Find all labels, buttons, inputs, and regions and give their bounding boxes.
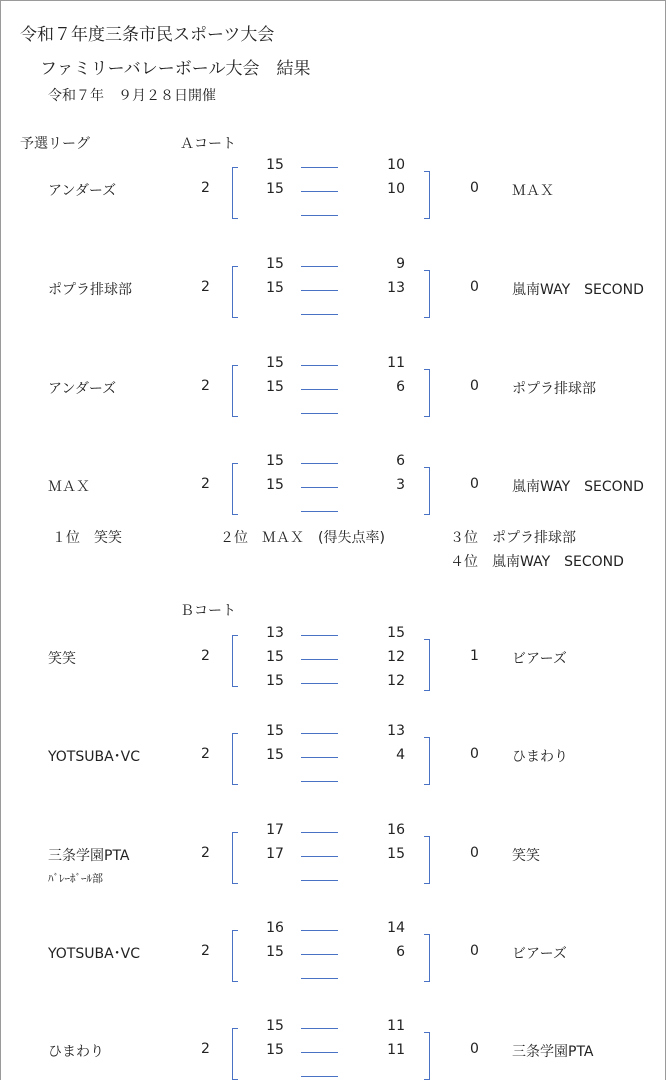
right-game-score: 15: [387, 846, 405, 862]
right-bracket: [424, 737, 430, 785]
right-sets-won: 0: [470, 845, 479, 861]
left-team-name: YOTSUBA･VC: [48, 749, 141, 765]
score-dash: [301, 856, 338, 857]
left-team-name: 笑笑: [48, 651, 76, 667]
right-bracket: [424, 639, 430, 691]
left-game-score: 15: [266, 477, 284, 493]
rank-third: ３位 ポプラ排球部: [450, 530, 576, 546]
right-team-name: 笑笑: [512, 848, 540, 864]
right-team-name: 嵐南WAY SECOND: [512, 479, 644, 495]
left-bracket: [232, 167, 238, 219]
right-team-name: 嵐南WAY SECOND: [512, 282, 644, 298]
right-game-score: 3: [396, 477, 405, 493]
left-game-score: 16: [266, 920, 284, 936]
left-bracket: [232, 365, 238, 417]
right-bracket: [424, 467, 430, 515]
left-bracket: [232, 463, 238, 515]
right-bracket: [424, 1032, 430, 1080]
left-bracket: [232, 733, 238, 785]
right-game-score: 13: [387, 723, 405, 739]
right-game-score: 10: [387, 157, 405, 173]
score-dash: [301, 880, 338, 881]
left-game-score: 15: [266, 673, 284, 689]
right-game-score: 6: [396, 944, 405, 960]
left-game-score: 15: [266, 723, 284, 739]
right-team-name: ひまわり: [512, 749, 568, 765]
left-game-score: 15: [266, 355, 284, 371]
right-bracket: [424, 270, 430, 318]
left-bracket: [232, 930, 238, 982]
left-sets-won: 2: [201, 378, 210, 394]
right-sets-won: 0: [470, 1041, 479, 1057]
right-game-score: 12: [387, 673, 405, 689]
left-sets-won: 2: [201, 943, 210, 959]
right-team-name: ＭＡＸ: [512, 183, 554, 199]
score-dash: [301, 683, 338, 684]
score-dash: [301, 978, 338, 979]
score-dash: [301, 1076, 338, 1077]
left-team-name: ポプラ排球部: [48, 282, 132, 298]
right-sets-won: 0: [470, 943, 479, 959]
left-game-score: 17: [266, 846, 284, 862]
court-a-label: Ａコート: [180, 136, 236, 152]
right-bracket: [424, 836, 430, 884]
right-team-name: 三条学園PTA: [512, 1044, 594, 1060]
right-sets-won: 0: [470, 746, 479, 762]
right-team-name: ポプラ排球部: [512, 381, 596, 397]
rank-first: １位 笑笑: [52, 530, 122, 546]
right-game-score: 12: [387, 649, 405, 665]
score-dash: [301, 413, 338, 414]
left-team-name: ＭＡＸ: [48, 479, 90, 495]
score-dash: [301, 781, 338, 782]
rank-second: ２位 ＭＡＸ (得失点率): [220, 530, 385, 546]
right-game-score: 10: [387, 181, 405, 197]
left-sets-won: 2: [201, 180, 210, 196]
right-game-score: 16: [387, 822, 405, 838]
score-dash: [301, 511, 338, 512]
left-game-score: 15: [266, 157, 284, 173]
left-game-score: 15: [266, 1018, 284, 1034]
score-dash: [301, 954, 338, 955]
score-dash: [301, 757, 338, 758]
right-sets-won: 1: [470, 648, 479, 664]
score-dash: [301, 167, 338, 168]
left-sets-won: 2: [201, 746, 210, 762]
score-dash: [301, 266, 338, 267]
score-dash: [301, 659, 338, 660]
left-game-score: 17: [266, 822, 284, 838]
left-team-name: ひまわり: [48, 1044, 104, 1060]
left-sets-won: 2: [201, 648, 210, 664]
right-game-score: 4: [396, 747, 405, 763]
left-game-score: 15: [266, 181, 284, 197]
score-dash: [301, 487, 338, 488]
right-sets-won: 0: [470, 180, 479, 196]
event-date: 令和７年 ９月２８日開催: [48, 88, 216, 104]
right-game-score: 14: [387, 920, 405, 936]
left-game-score: 15: [266, 747, 284, 763]
right-sets-won: 0: [470, 279, 479, 295]
right-game-score: 11: [387, 1042, 405, 1058]
left-bracket: [232, 1028, 238, 1080]
page-title: 令和７年度三条市民スポーツ大会: [20, 25, 275, 45]
left-team-name: YOTSUBA･VC: [48, 946, 141, 962]
rank-fourth: ４位 嵐南WAY SECOND: [450, 554, 624, 570]
left-game-score: 15: [266, 379, 284, 395]
score-dash: [301, 930, 338, 931]
score-dash: [301, 1028, 338, 1029]
score-dash: [301, 365, 338, 366]
left-game-score: 15: [266, 649, 284, 665]
right-game-score: 6: [396, 453, 405, 469]
left-team-name: 三条学園PTA: [48, 848, 130, 864]
right-team-name: ビアーズ: [512, 651, 567, 667]
left-bracket: [232, 635, 238, 687]
right-game-score: 6: [396, 379, 405, 395]
right-bracket: [424, 369, 430, 417]
score-dash: [301, 635, 338, 636]
left-bracket: [232, 832, 238, 884]
right-game-score: 11: [387, 355, 405, 371]
right-game-score: 13: [387, 280, 405, 296]
left-game-score: 15: [266, 944, 284, 960]
left-sets-won: 2: [201, 1041, 210, 1057]
score-dash: [301, 832, 338, 833]
left-team-name: アンダーズ: [48, 183, 117, 199]
page-subtitle: ファミリーバレーボール大会 結果: [40, 59, 311, 79]
score-dash: [301, 389, 338, 390]
left-game-score: 15: [266, 1042, 284, 1058]
score-dash: [301, 191, 338, 192]
right-sets-won: 0: [470, 378, 479, 394]
left-game-score: 15: [266, 280, 284, 296]
left-game-score: 15: [266, 256, 284, 272]
right-bracket: [424, 934, 430, 982]
right-bracket: [424, 171, 430, 219]
score-dash: [301, 1052, 338, 1053]
score-dash: [301, 314, 338, 315]
score-dash: [301, 215, 338, 216]
right-game-score: 15: [387, 625, 405, 641]
left-team-subname: ﾊﾞﾚｰﾎﾞｰﾙ部: [48, 872, 103, 885]
league-label: 予選リーグ: [20, 136, 90, 152]
score-dash: [301, 463, 338, 464]
score-dash: [301, 733, 338, 734]
left-team-name: アンダーズ: [48, 381, 117, 397]
right-team-name: ビアーズ: [512, 946, 567, 962]
left-game-score: 13: [266, 625, 284, 641]
right-sets-won: 0: [470, 476, 479, 492]
court-b-label: Ｂコート: [180, 603, 236, 619]
left-bracket: [232, 266, 238, 318]
left-sets-won: 2: [201, 845, 210, 861]
score-dash: [301, 290, 338, 291]
right-game-score: 11: [387, 1018, 405, 1034]
left-sets-won: 2: [201, 476, 210, 492]
right-game-score: 9: [396, 256, 405, 272]
left-game-score: 15: [266, 453, 284, 469]
left-sets-won: 2: [201, 279, 210, 295]
